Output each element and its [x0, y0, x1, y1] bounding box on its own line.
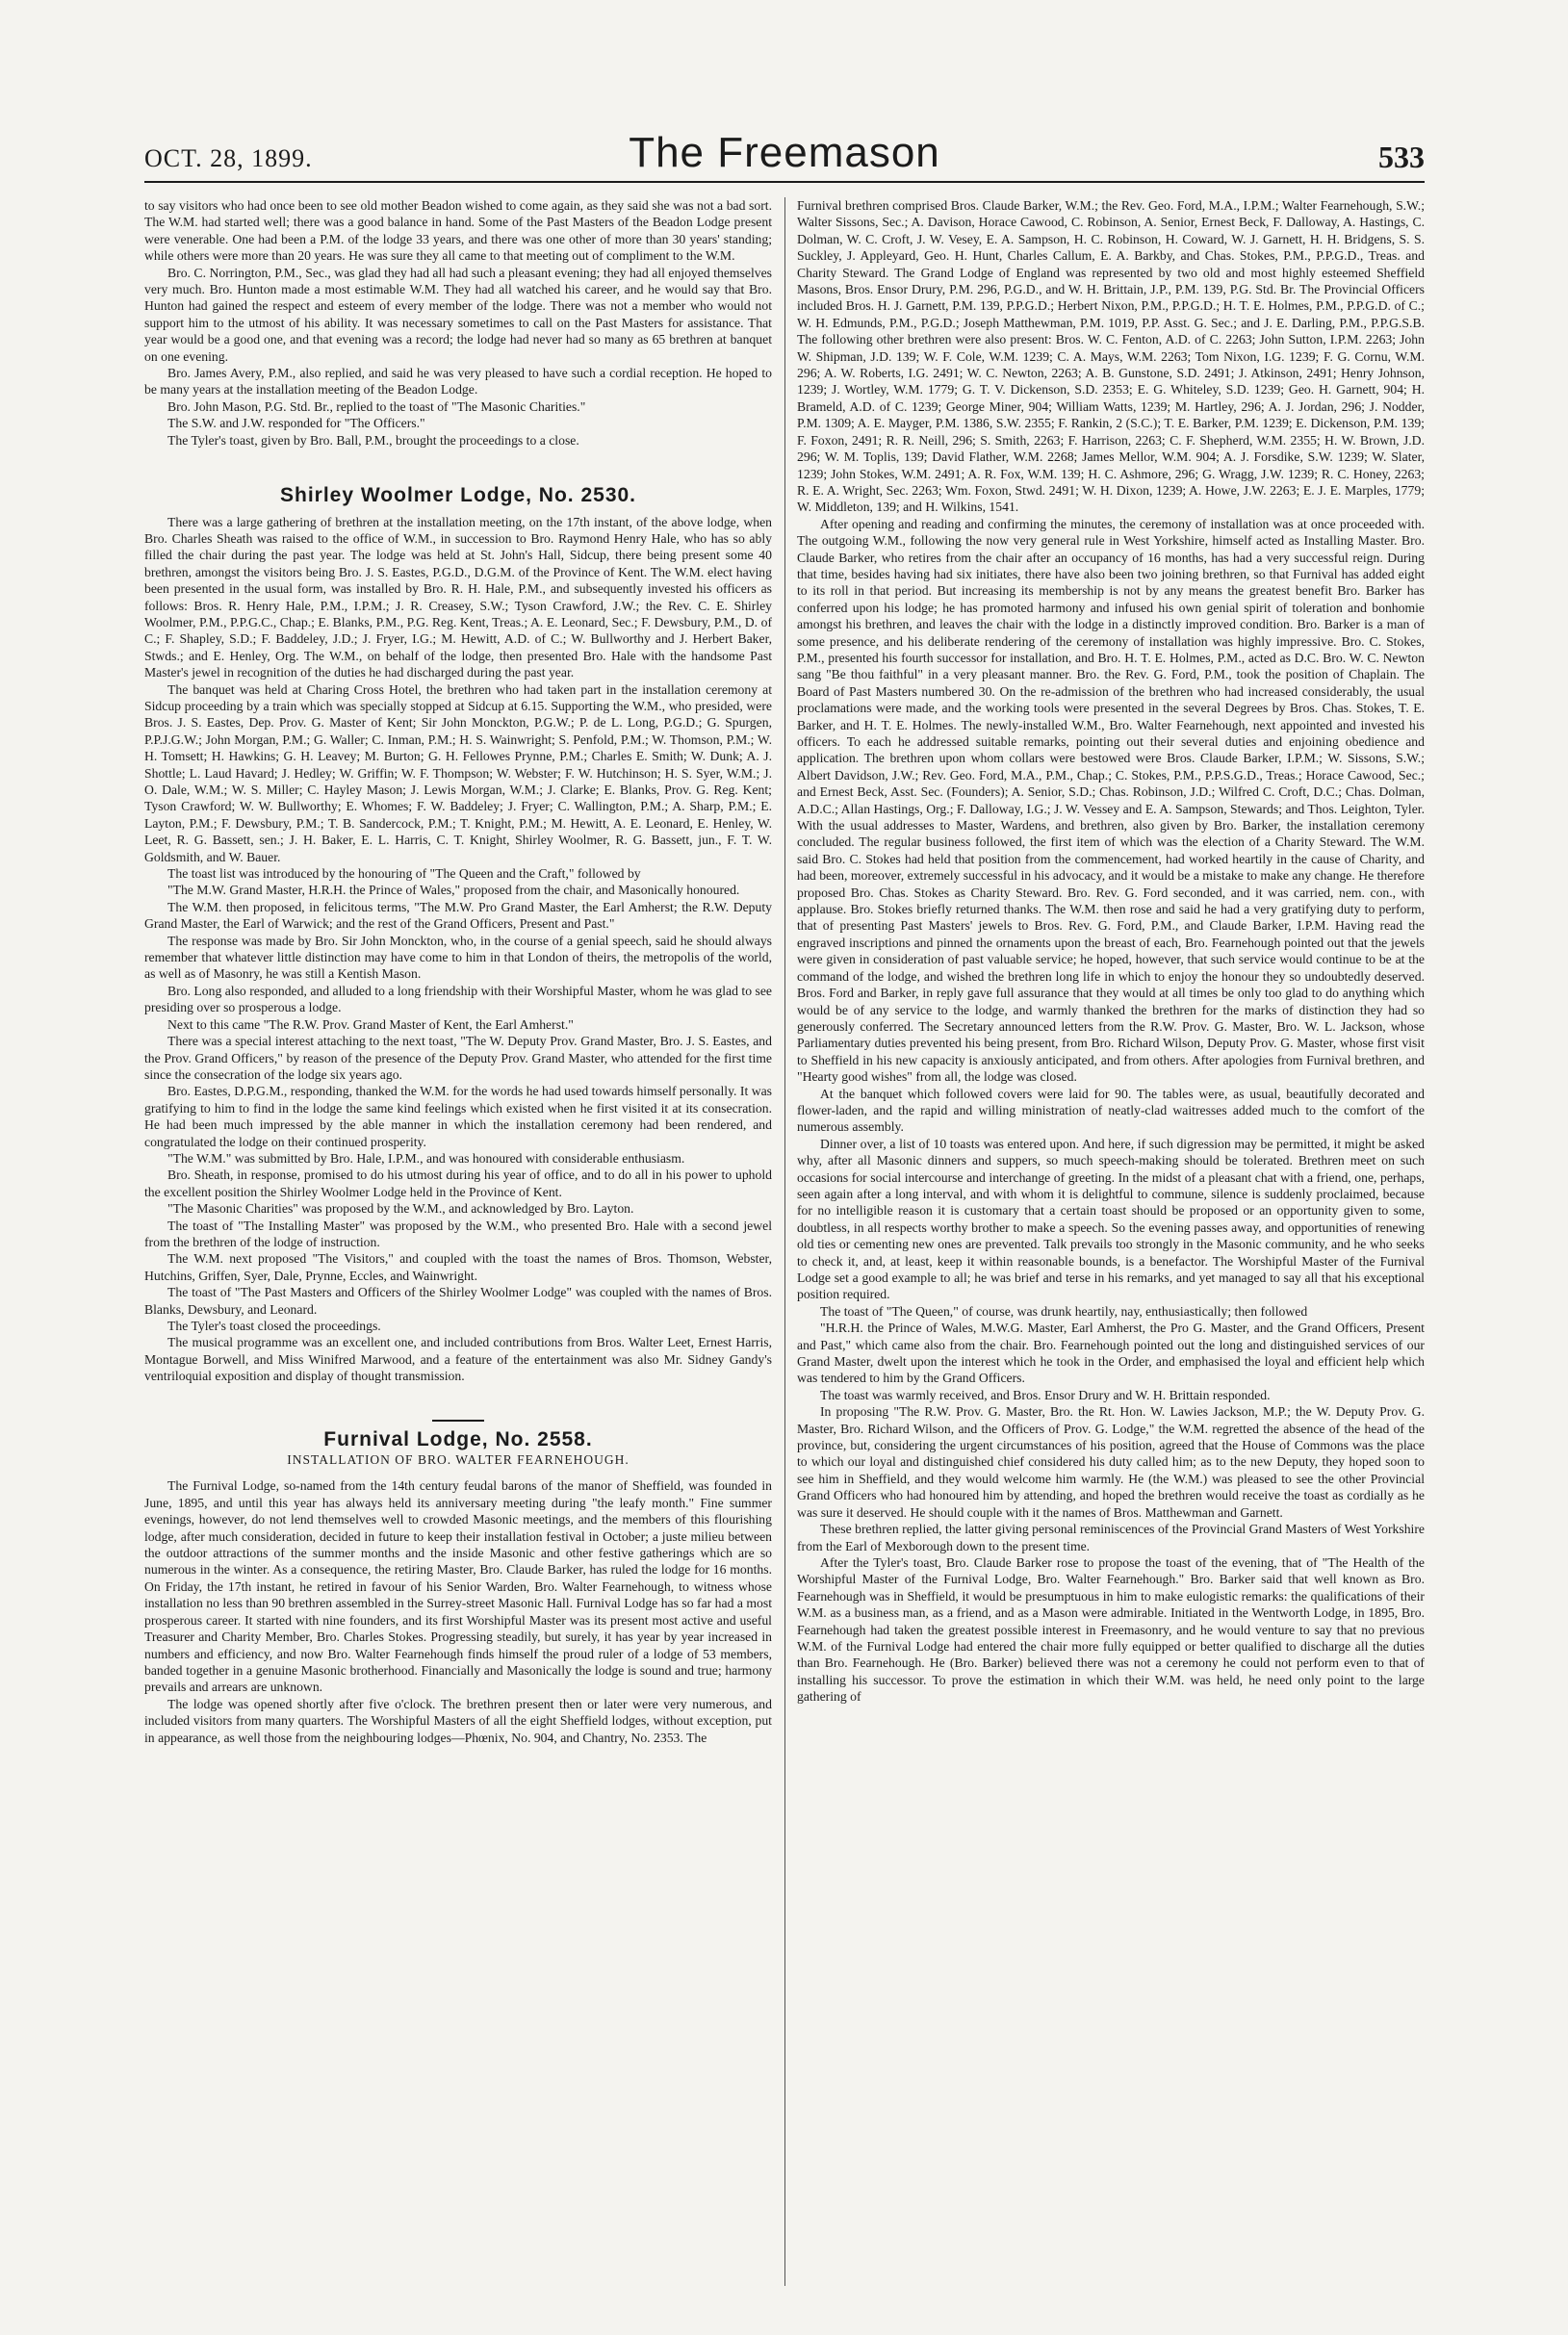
paragraph: Bro. Long also responded, and alluded to a long friendship with their Worshipful Master, whom he was glad to see presiding over so prosperous a lodge. — [144, 983, 772, 1015]
paragraph: After the Tyler's toast, Bro. Claude Barker rose to propose the toast of the evening, that of "The Health of the Worshipful Master of the Furnival Lodge, Bro. Walter Fearnehough." Bro. Barker said that well known as Bro. Fearnehough was in Sheffield, it would be presumptuous in him to make eulogistic remarks: the qualifications of their W.M. as a business man, as a friend, and as a Mason were admirable. Initiated in the Wentworth Lodge, in 1895, Bro. Fearnehough had taken the greatest possible interest in Freemasonry, and he would venture to say that no previous W.M. of the Furnival Lodge had entered the chair more fully equipped or better qualified to discharge all the duties than Bro. Fearnehough. He (Bro. Barker) believed there was not a ceremony he could not perform even to that of installing his successor. To prove the estimation in which their W.M. was held, he need only point to the large gathering of — [797, 1554, 1425, 1705]
paragraph: The toast list was introduced by the honouring of "The Queen and the Craft," followed by — [167, 866, 641, 882]
paragraph: Bro. James Avery, P.M., also replied, and said he was very pleased to have such a cordial reception. He hoped to be many years at the installation meeting of the Beadon Lodge. — [144, 366, 772, 398]
paragraph: "The Masonic Charities" was proposed by the W.M., and acknowledged by Bro. Layton. — [167, 1201, 634, 1217]
paragraph: Bro. Eastes, D.P.G.M., responding, thanked the W.M. for the words he had used towards himself personally. It was gratifying to him to find in the lodge the same kind feelings which existed when he first visited it at its consecration. He had been much impressed by the able manner in which the installation ceremony had been rendered, and congratulated the lodge on their continued prosperity. — [144, 1084, 772, 1149]
paragraph: These brethren replied, the latter giving personal reminiscences of the Provincial Grand Masters of West Yorkshire from the Earl of Mexborough down to the present time. — [797, 1522, 1425, 1553]
paragraph: The musical programme was an excellent one, and included contributions from Bros. Walter Leet, Ernest Harris, Montague Borwell, and Miss Winifred Marwood, and a feature of the entertainment was also Mr. Sidney Gandy's ventriloquial exposition and display of thought transmission. — [144, 1335, 772, 1384]
paragraph: The Tyler's toast closed the proceedings. — [167, 1319, 381, 1333]
paragraph: The toast was warmly received, and Bros. Ensor Drury and W. H. Brittain responded. — [820, 1387, 1271, 1402]
left-column — [144, 197, 772, 2286]
issue-date: OCT. 28, 1899. — [144, 144, 313, 172]
section-title-furnival: Furnival Lodge, No. 2558. — [323, 1427, 593, 1450]
paragraph: The toast of "The Queen," of course, was drunk heartily, nay, enthusiastically; then followed — [820, 1303, 1308, 1319]
section-subtitle-furnival: INSTALLATION OF BRO. WALTER FEARNEHOUGH. — [287, 1452, 630, 1468]
column-rule — [784, 197, 785, 2286]
paragraph: The response was made by Bro. Sir John Monckton, who, in the course of a genial speech, said he should always remember that whatever little distinction may have come to him in that London of theirs, the metropolis of the world, as well as of Masonry, he was still a Kentish Mason. — [144, 933, 772, 982]
paragraph: At the banquet which followed covers were laid for 90. The tables were, as usual, beautifully decorated and flower-laden, and the rapid and willing ministration of neatly-clad waitresses added much to the comfort of the numerous assembly. — [797, 1086, 1425, 1135]
paragraph: Furnival brethren comprised Bros. Claude Barker, W.M.; the Rev. Geo. Ford, M.A., I.P.M.; Walter Fearnehough, S.W.; Walter Sissons, Sec.; A. Davison, Horace Cawood, C. Robinson, A. Senior, Ernest Beck, F. Dalloway, A. Hastings, C. Dolman, W. C. Croft, J. W. Vesey, E. A. Sampson, H. C. Robinson, H. Coward, W. J. Garnett, H. H. Bridgens, S. S. Suckley, J. Appleyard, Geo. H. Hunt, Charles Callum, E. A. Barkby, and Chas. Stokes, P.M., P.P.G.D., Treas. and Charity Steward. The Grand Lodge of England was represented by two old and most highly esteemed Sheffield Masons, Bros. Ensor Drury, P.M. 296, P.G.D., and W. H. Brittain, J.P., P.M. 139, P.G. Std. Br. The Provincial Officers included Bros. H. J. Garnett, P.M. 139, P.P.G.D.; Herbert Nixon, P.M., P.P.G.D.; H. T. E. Holmes, P.M., P.P.G.D. of C.; W. H. Edmunds, P.M., P.G.D.; Joseph Matthewman, P.M. 1019, P.P. Asst. G. Sec.; and J. E. Darling, P.M., P.P.G.S.B. The following other brethren were also present: Bros. W. C. Fenton, A.D. of C. 2263; John Sutton, I.P.M. 2263; John W. Shipman, J.D. 139; W. F. Cole, W.M. 1239; C. A. Mays, W.M. 2263; Tom Nixon, I.G. 1239; F. G. Cornu, W.M. 296; A. W. Roberts, I.G. 2491; W. C. Newton, 2263; A. B. Gunstone, S.D. 2491; J. Atkinson, 2491; Henry Johnson, 1239; J. Wortley, W.M. 1779; G. T. V. Dickenson, S.D. 2353; E. G. Whiteley, S.D. 1239; Geo. H. Garnett, 904; H. Brameld, A.D. of C. 1239; George Miner, 904; William Watts, 1239; M. Hartley, 296; A. J. Jordan, 296; J. Nodder, P.M. 1309; A. E. Mayger, P.M. 1386, S.W. 2355; F. Rankin, 2 (S.C.); T. E. Barker, P.M. 1239; E. Dickenson, P.M. 139; F. Foxon, 2491; R. R. Neill, 296; S. Smith, 2263; F. Harrison, 2263; C. F. Shepherd, W.M. 2355; H. W. Brown, J.D. 296; W. M. Toplis, 139; David Flather, W.M. 2268; James Mellor, W.M. 904; A. J. Forsdike, S.W. 1239; W. Slater, 1239; John Stokes, W.M. 2491; A. R. Fox, W.M. 139; H. C. Ashmore, 296; G. Wragg, J.W. 1239; R. C. Honey, 2263; R. E. A. Wright, Sec. 2263; Wm. Foxon, Stwd. 2491; W. H. Dixon, 1239; A. Howe, J.W. 2263; E. J. E. Marples, 1779; W. Middleton, 139; and H. Wilkins, 1541. — [797, 198, 1425, 515]
paragraph: The Tyler's toast, given by Bro. Ball, P.M., brought the proceedings to a close. — [167, 432, 579, 448]
paragraph: Dinner over, a list of 10 toasts was entered upon. And here, if such digression may be permitted, it might be asked why, after all Masonic dinners and suppers, so much speech-making should be tolerated. Brethren meet on such occasions for social intercourse and interchange of greeting. In the midst of a pleasant chat with a friend, one, perhaps, seen again after a long interval, and with whom it is delightful to commune, silence is suddenly proclaimed, because for no intelligible reason it is customary that a certain toast should be proposed or an opportunity given to some, doubtless, in all respects worthy brother to make a speech. So the evening passes away, and opportunities of renewing old ties or cementing new ones are prevented. Talk prevails too strongly in the Masonic community, and he who seeks to check it, and, at least, keep it within reasonable bounds, is a benefactor. The Worshipful Master of the Furnival Lodge set a good example to all; he was brief and terse in his remarks, and yet managed to say all that his exceptional position required. — [797, 1136, 1425, 1302]
paragraph: The W.M. then proposed, in felicitous terms, "The M.W. Pro Grand Master, the Earl Amherst; the R.W. Deputy Grand Master, the Earl of Warwick; and the rest of the Grand Officers, Present and Past." — [144, 899, 772, 932]
paragraph: The lodge was opened shortly after five o'clock. The brethren present then or later were very numerous, and included visitors from many quarters. The Worshipful Masters of all the eight Sheffield lodges, without exception, put in appearance, as well those from the neighbouring lodges—Phœnix, No. 904, and Chantry, No. 2353. The — [144, 1696, 772, 1745]
paragraph: In proposing "The R.W. Prov. G. Master, Bro. the Rt. Hon. W. Lawies Jackson, M.P.; the W. Deputy Prov. G. Master, Bro. Richard Wilson, and the Officers of Prov. G. Lodge," the W.M. regretted the absence of the head of the province, but, considering the urgent circumstances of his position, agreed that the House of Commons was the place to which our loyal and distinguished chief considered his duty called him; as to the new Deputy, they hoped soon to see him in Sheffield, and they would welcome him warmly. He (the W.M.) was pleased to see the other Provincial Grand Officers who had honoured him by attending, and hoped the brethren would receive the toast as cordially as he was sure it deserved. He should couple with it the names of Bros. Matthewman and Garnett. — [797, 1404, 1425, 1520]
paragraph: Bro. C. Norrington, P.M., Sec., was glad they had all had such a pleasant evening; they had all enjoyed themselves very much. Bro. Hunton made a most estimable W.M. They had all watched his career, and he would say that Bro. Hunton had gained the respect and esteem of every member of the lodge. There was not a member who would not support him to the utmost of his ability. It was necessary sometimes to call on the Past Masters for assistance. That year would be a good one, and that evening was a record; the lodge had never had so many as 65 brethren at banquet on one evening. — [144, 265, 772, 364]
paragraph: There was a special interest attaching to the next toast, "The W. Deputy Prov. Grand Master, Bro. J. S. Eastes, and the Prov. Grand Officers," by reason of the presence of the Deputy Prov. Grand Master, who attended for the first time since the consecration of the lodge six years ago. — [144, 1034, 772, 1082]
right-column — [797, 197, 1425, 2286]
paragraph: Next to this came "The R.W. Prov. Grand Master of Kent, the Earl Amherst." — [167, 1016, 574, 1032]
paragraph: "H.R.H. the Prince of Wales, M.W.G. Master, Earl Amherst, the Pro G. Master, and the Grand Officers, Present and Past," which came also from the chair. Bro. Fearnehough pointed out the long and distinguished services of our Grand Master, dwelt upon the interest which he took in the Order, and emphasised the loyal and efficient help which was tendered to him by the Grand Officers. — [797, 1321, 1425, 1386]
section-title-shirley-woolmer: Shirley Woolmer Lodge, No. 2530. — [279, 484, 637, 507]
paragraph: Bro. Sheath, in response, promised to do his utmost during his year of office, and to do all in his power to uphold the excellent position the Shirley Woolmer Lodge held in the Province of Kent. — [144, 1168, 772, 1199]
paragraph: "The W.M." was submitted by Bro. Hale, I.P.M., and was honoured with considerable enthusiasm. — [167, 1150, 685, 1166]
paragraph: The toast of "The Installing Master" was proposed by the W.M., who presented Bro. Hale with a second jewel from the brethren of the lodge of instruction. — [144, 1218, 772, 1249]
paragraph: The S.W. and J.W. responded for "The Officers." — [167, 416, 425, 431]
paragraph: The toast of "The Past Masters and Officers of the Shirley Woolmer Lodge" was coupled with the names of Bros. Blanks, Dewsbury, and Leonard. — [144, 1285, 772, 1317]
paragraph: to say visitors who had once been to see old mother Beadon wished to come again, as they said she was not a bad sort. The W.M. had started well; there was a good balance in hand. Some of the Past Masters of the Beadon Lodge present were venerable. One had been a P.M. of the lodge 33 years, and there was one other of more than 30 years' standing; while others were more than 20 years. He was sure they all came to that meeting out of compliment to the W.M. — [144, 198, 772, 264]
paragraph: "The M.W. Grand Master, H.R.H. the Prince of Wales," proposed from the chair, and Masonically honoured. — [167, 883, 740, 898]
page-number: 533 — [1378, 140, 1425, 174]
paragraph: Bro. John Mason, P.G. Std. Br., replied to the toast of "The Masonic Charities." — [167, 398, 586, 414]
masthead — [144, 114, 1425, 183]
paragraph: After opening and reading and confirming the minutes, the ceremony of installation was at once proceeded with. The outgoing W.M., following the now very general rule in West Yorkshire, himself acted as Installing Master. Bro. Claude Barker, who retires from the chair after an occupancy of 16 months, has had a very successful reign. During that time, besides having had six initiates, there have also been two joining brethren, so that Furnival has added eight to its roll in that period. But increasing its membership is not by any means the greatest benefit Bro. Barker has conferred upon his lodge; he has promoted harmony and infused his own genial spirit of toleration and bonhomie amongst his brethren, and leaves the chair with the lodge in a distinctly improved condition. Bro. Barker is a man of some presence, and his deliberate rendering of the ceremony of installation was highly impressive. Bro. C. Stokes, P.M., presented his fourth successor for installation, and Bro. H. T. E. Holmes, P.M., acted as D.C. Bro. W. C. Newton sang "Be thou faithful" in a very pleasant manner. Bro. the Rev. G. Ford, P.M., took the position of Chaplain. The Board of Past Masters numbered 30. On the re-admission of the brethren who had increased considerably, the usual proclamations were made, and the working tools were presented in the several Degrees by Bros. Chas. Stokes, T. E. Barker, and H. T. E. Holmes. The newly-installed W.M., Bro. Walter Fearnehough, next appointed and invested his officers. To each he addressed suitable remarks, pointing out their several duties and enjoining obedience and application. The brethren upon whom collars were bestowed were Bros. Claude Barker, I.P.M.; W. Sissons, S.W.; Albert Davidson, J.W.; Rev. Geo. Ford, M.A., P.M., Chap.; C. Stokes, P.M., P.P.S.G.D., Treas.; Horace Cawood, Sec.; and Ernest Beck, Asst. Sec. (Founders); A. Senior, S.D.; Chas. Robinson, J.D.; Wilfred C. Croft, D.C.; Chas. Dolman, A.D.C.; Allan Hastings, Org.; F. Dalloway, I.G.; J. W. Vessey and E. A. Sampson, Stewards; and Thos. Leighton, Tyler. With the usual addresses to Master, Wardens, and brethren, also given by Bro. Barker, the installation ceremony concluded. The regular business followed, the first item of which was the election of a Charity Steward. The W.M. said Bro. C. Stokes had held that position from the commencement, had worked heartily in the cause of Charity, and had been, moreover, extremely successful in his advocacy, and it would be a mistake to make any change. He therefore proposed Bro. Chas. Stokes as Charity Steward. Bro. Rev. G. Ford seconded, and it was carried, nem. con., with applause. Bro. Stokes briefly returned thanks. The W.M. then rose and said he had a very gratifying duty to perform, that of presenting Past Masters' jewels to Bros. Rev. G. Ford, P.M., and Claude Barker, I.P.M. Having read the engraved inscriptions and pinned the ornaments upon the breast of each, Bro. Fearnehough pointed out that the jewels were given in consideration of past valuable service; he hoped, however, that such service would continue to be at the command of the lodge, and wished the brethren long life in which to enjoy the honour they so undoubtedly deserved. Bros. Ford and Barker, in reply gave full assurance that they would at all times be only too glad to do anything which would be of any service to the lodge, and warmly thanked the brethren for the marks of distinction they had so generously conferred. The Secretary announced letters from the R.W. Prov. G. Master, Bro. W. L. Jackson, whose Parliamentary duties prevented his being present, from Bro. Richard Wilson, Deputy Prov. G. Master, whose first visit to Sheffield in his new capacity is anxiously anticipated, and from others. After apologies from Furnival brethren, and "Hearty good wishes" from all, the lodge was closed. — [797, 516, 1425, 1085]
paragraph: There was a large gathering of brethren at the installation meeting, on the 17th instant, of the above lodge, when Bro. Charles Sheath was raised to the office of W.M., in succession to Bro. Raymond Henry Hale, who has so ably filled the chair during the past year. The lodge was held at St. John's Hall, Sidcup, there being present some 40 brethren, amongst the visitors being Bro. J. S. Eastes, P.G.D., D.G.M. of the Province of Kent. The W.M. elect having been presented in the usual form, was installed by Bro. R. H. Hale, P.M., and subsequently invested his officers as follows: Bros. R. Henry Hale, P.M., I.P.M.; J. R. Creasey, S.W.; Tyson Crawford, J.W.; the Rev. C. E. Shirley Woolmer, P.M., P.P.G.C., Chap.; E. Blanks, P.M., P.G. Reg. Kent, Treas.; A. E. Leonard, Sec.; F. Dewsbury, P.M., D. of C.; F. Shapley, S.D.; F. Baddeley, J.D.; J. Fryer, I.G.; M. Hewitt, A.D. of C.; W. Bullworthy and J. Herbert Baker, Stwds.; and E. Henley, Org. The W.M., on behalf of the lodge, then presented Bro. Hale with the handsome Past Master's jewel in recognition of the duties he had discharged during the past year. — [144, 514, 772, 680]
publication-title: The Freemason — [629, 129, 940, 176]
paragraph: The W.M. next proposed "The Visitors," and coupled with the toast the names of Bros. Thomson, Webster, Hutchins, Griffen, Syer, Dale, Prynne, Eccles, and Wainwright. — [144, 1251, 772, 1283]
paragraph: The Furnival Lodge, so-named from the 14th century feudal barons of the manor of Sheffield, was founded in June, 1895, and until this year has always held its anniversary meeting during "the leafy month." Fine summer evenings, however, do not lend themselves well to crowded Masonic meetings, and the members of this flourishing lodge, after much consideration, decided in future to keep their installation festival in October; a juste milieu between the outdoor attractions of the summer months and the inside Masonic and other festive gatherings which are so numerous in the winter. As a consequence, the retiring Master, Bro. Claude Barker, has ruled the lodge for 16 months. On Friday, the 17th instant, he retired in favour of his Senior Warden, Bro. Walter Fearnehough, to witness whose installation no less than 90 brethren assembled in the Surrey-street Masonic Hall. Furnival Lodge has so far had a most prosperous career. It started with nine founders, and its first Worshipful Master was its present most active and useful Treasurer and Charity Member, Bro. Charles Stokes. Progressing steadily, but surely, it has year by year increased in numbers and efficiency, and now Bro. Walter Fearnehough finds himself the proud ruler of a lodge of 53 members, banded together in a genuine Masonic brotherhood. Financially and Masonically the lodge is sound and true; harmony prevails and arrears are unknown. — [144, 1478, 772, 1695]
paragraph: The banquet was held at Charing Cross Hotel, the brethren who had taken part in the installation ceremony at Sidcup proceeding by a train which was specially stopped at Sidcup at 6.15. Supporting the W.M., who presided, were Bros. J. S. Eastes, Dep. Prov. G. Master of Kent; Sir John Monckton, P.G.W.; P. de L. Long, P.G.D.; G. Spurgen, P.P.J.G.W.; John Morgan, P.M.; G. Waller; C. Inman, P.M.; H. S. Wainwright; S. Penfold, P.M.; W. Thomson, P.M.; W. H. Tomsett; H. Hawkins; G. H. Leavey; M. Burton; G. H. Fellowes Prynne, P.M.; Charles E. Smith; W. Dunk; A. J. Shottle; L. Laud Havard; J. Hedley; W. Griffin; W. F. Thompson; W. Webster; F. W. Hutchinson; H. S. Syer, W.M.; J. O. Dale, W.M.; W. S. Miller; C. Hayley Mason; J. Lewis Morgan, W.M.; J. Clarke; E. Blanks, Prov. G. Reg. Kent; Tyson Crawford; W. W. Bullworthy; E. Whomes; F. W. Baddeley; J. Fryer; C. Wallington, P.M.; A. Sharp, P.M.; E. Layton, P.M.; F. Dewsbury, P.M.; T. B. Sandercock, P.M.; T. Knight, P.M.; M. Hewitt, A. E. Leonard, E. Henley, W. Leet, R. G. Bassett, sen.; J. H. Baker, E. L. Harris, C. T. Knight, Shirley Woolmer, R. G. Bassett, jun., F. T. W. Goldsmith, and W. Bauer. — [144, 681, 772, 864]
